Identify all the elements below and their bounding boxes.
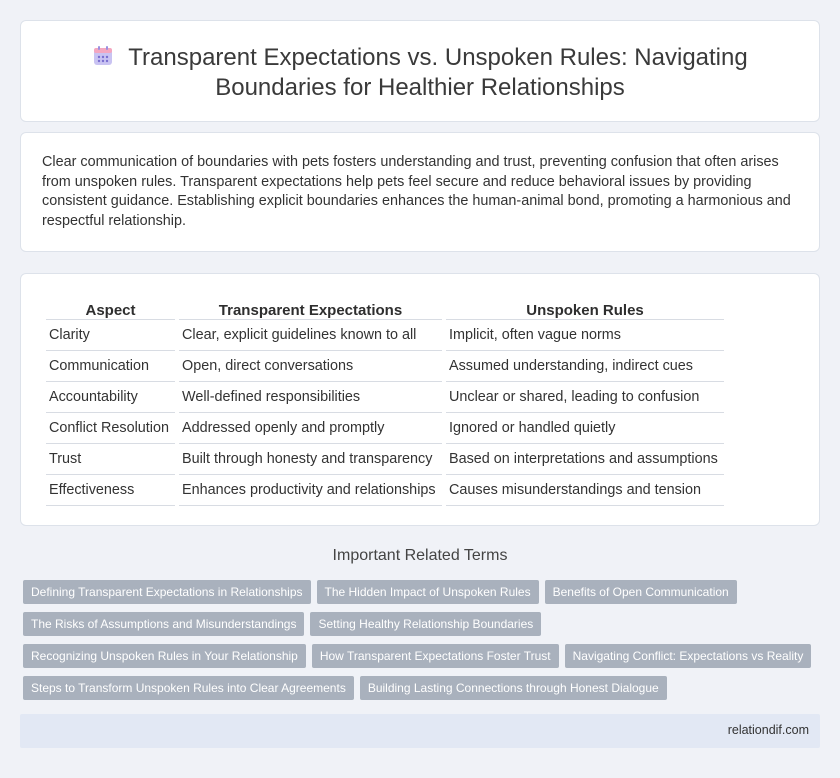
cell-transparent: Enhances productivity and relationships [179, 475, 442, 506]
header-aspect: Aspect [46, 294, 175, 320]
table-row [46, 351, 724, 382]
table-row [46, 444, 724, 475]
header-unspoken-rules: Unspoken Rules [446, 294, 724, 320]
comparison-table [42, 294, 728, 506]
table-row [46, 320, 724, 351]
table-row [46, 413, 724, 444]
intro-card [20, 132, 820, 252]
cell-unspoken: Implicit, often vague norms [446, 320, 724, 351]
related-term-tag[interactable]: How Transparent Expectations Foster Trust [312, 644, 559, 668]
title-card [20, 20, 820, 122]
related-term-tag[interactable]: Building Lasting Connections through Honest Dialogue [360, 676, 667, 700]
cell-aspect: Accountability [46, 382, 175, 413]
related-terms-list [23, 580, 823, 708]
table-row [46, 475, 724, 506]
cell-transparent: Clear, explicit guidelines known to all [179, 320, 442, 351]
cell-unspoken: Causes misunderstandings and tension [446, 475, 724, 506]
cell-aspect: Trust [46, 444, 175, 475]
tag-row [23, 580, 823, 612]
header-transparent-expectations: Transparent Expectations [179, 294, 442, 320]
cell-aspect: Conflict Resolution [46, 413, 175, 444]
intro-paragraph: Clear communication of boundaries with pets fosters understanding and trust, preventing confusion that often arises from unspoken rules. Transparent expectations help pets feel secure and reduce behavioral issues by providing consistent guidance. Establishing explicit boundaries enhances the human-animal bond, promoting a harmonious and respectful relationship. [42, 154, 791, 229]
title-line-1: Transparent Expectations vs. Unspoken Rules: Navigating [128, 44, 748, 71]
cell-aspect: Clarity [46, 320, 175, 351]
related-terms-heading: Important Related Terms [332, 547, 508, 564]
footer-bar [20, 714, 820, 748]
related-term-tag[interactable]: Defining Transparent Expectations in Relationships [23, 580, 311, 604]
cell-transparent: Built through honesty and transparency [179, 444, 442, 475]
cell-aspect: Effectiveness [46, 475, 175, 506]
tag-row [23, 644, 823, 676]
related-term-tag[interactable]: Benefits of Open Communication [545, 580, 737, 604]
related-term-tag[interactable]: Recognizing Unspoken Rules in Your Relationship [23, 644, 306, 668]
related-term-tag[interactable]: Navigating Conflict: Expectations vs Reality [565, 644, 812, 668]
calendar-icon [92, 45, 114, 67]
cell-transparent: Addressed openly and promptly [179, 413, 442, 444]
page-title [21, 43, 819, 103]
related-term-tag[interactable]: Steps to Transform Unspoken Rules into Clear Agreements [23, 676, 354, 700]
cell-unspoken: Based on interpretations and assumptions [446, 444, 724, 475]
title-line-2: Boundaries for Healthier Relationships [215, 74, 625, 101]
related-term-tag[interactable]: The Hidden Impact of Unspoken Rules [317, 580, 539, 604]
related-term-tag[interactable]: The Risks of Assumptions and Misunderstandings [23, 612, 304, 636]
cell-transparent: Well-defined responsibilities [179, 382, 442, 413]
table-header-row [46, 294, 724, 320]
site-credit[interactable]: relationdif.com [727, 723, 809, 737]
cell-transparent: Open, direct conversations [179, 351, 442, 382]
cell-unspoken: Unclear or shared, leading to confusion [446, 382, 724, 413]
comparison-card [20, 273, 820, 526]
cell-unspoken: Ignored or handled quietly [446, 413, 724, 444]
tag-row [23, 612, 823, 644]
related-term-tag[interactable]: Setting Healthy Relationship Boundaries [310, 612, 541, 636]
cell-aspect: Communication [46, 351, 175, 382]
cell-unspoken: Assumed understanding, indirect cues [446, 351, 724, 382]
table-row [46, 382, 724, 413]
tag-row [23, 676, 823, 708]
